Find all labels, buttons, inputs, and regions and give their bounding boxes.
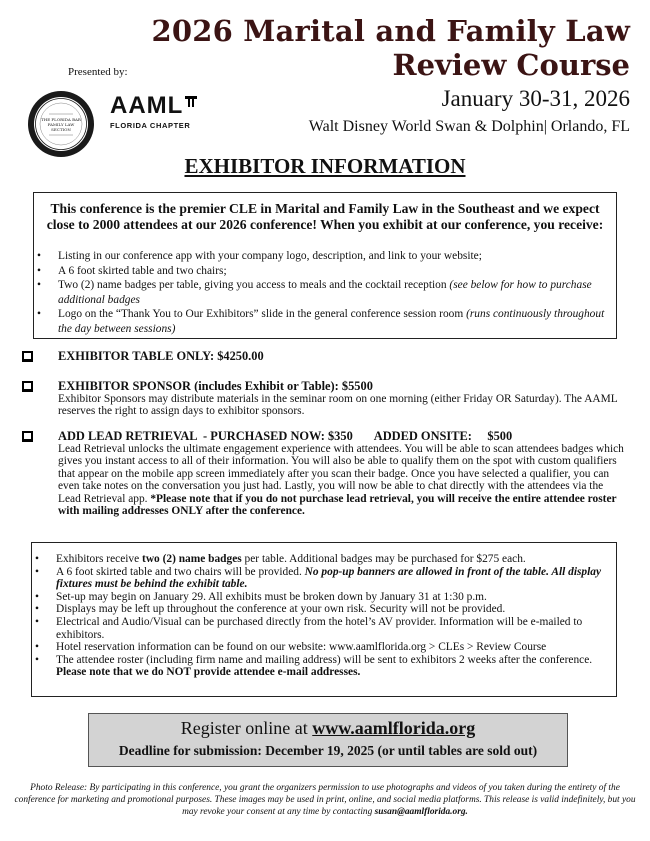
- benefits-list: [34, 249, 610, 336]
- register-box: [88, 713, 568, 767]
- contact-email-link[interactable]: susan@aamlflorida.org.: [374, 807, 468, 817]
- checkbox-sponsor[interactable]: [22, 381, 33, 392]
- register-line: Register online at www.aamlflorida.org: [180, 718, 476, 738]
- aaml-florida-chapter-logo: [110, 94, 197, 130]
- list-item: • Electrical and Audio/Visual can be purchased directly from the hotel’s AV provider. Information will be e-mailed to exhibitors.: [32, 616, 610, 641]
- list-item: • Displays may be left up throughout the conference at your own risk. Security will not be provided.: [32, 603, 610, 616]
- details-box: [31, 542, 617, 697]
- conference-title-line1: 2026 Marital and Family Law: [151, 14, 630, 48]
- svg-text:SECTION: SECTION: [51, 127, 71, 132]
- list-item: • A 6 foot skirted table and two chairs will be provided. No pop-up banners are allowed in front of the table. All display fixtures must be behind the exhibit table.: [32, 566, 610, 591]
- intro-box: [33, 192, 617, 339]
- aaml-chapter-text: FLORIDA CHAPTER: [110, 121, 191, 130]
- list-item: • Exhibitors receive two (2) name badges per table. Additional badges may be purchased for $275 each.: [32, 553, 610, 566]
- svg-text:FAMILY LAW: FAMILY LAW: [47, 122, 75, 127]
- list-item: • Logo on the “Thank You to Our Exhibitors” slide in the general conference session room (runs continuously throughout the day between sessions): [34, 307, 610, 336]
- aaml-logo-text: AAML: [110, 92, 184, 119]
- section-title: EXHIBITOR INFORMATION: [184, 154, 466, 178]
- conference-title-line2: Review Course: [392, 48, 630, 82]
- intro-text: This conference is the premier CLE in Marital and Family Law in the Southeast and we expect close to 2000 attendees at our 2026 conference! When you exhibit at our conference, you receive:: [46, 201, 604, 232]
- option-description: Exhibitor Sponsors may distribute materials in the seminar room on one morning (either Friday OR Saturday). The AAML reserves the right to assign days to exhibitor sponsors.: [58, 392, 618, 417]
- option-heading: EXHIBITOR TABLE ONLY: $4250.00: [58, 349, 264, 363]
- conference-dates: January 30-31, 2026: [441, 86, 630, 111]
- option-sponsor[interactable]: [22, 380, 628, 418]
- florida-bar-family-law-seal-logo: [27, 90, 95, 158]
- list-item: • Set-up may begin on January 29. All exhibits must be broken down by January 31 at 1:30 p.m.: [32, 591, 610, 604]
- list-item: • Listing in our conference app with your company logo, description, and link to your website;: [34, 249, 610, 264]
- checkbox-table-only[interactable]: [22, 351, 33, 362]
- deadline-text: Deadline for submission: December 19, 2025 (or until tables are sold out): [118, 743, 538, 758]
- list-item: • A 6 foot skirted table and two chairs;: [34, 264, 610, 279]
- conference-venue: Walt Disney World Swan & Dolphin| Orlando, FL: [308, 118, 630, 135]
- option-table-only[interactable]: [22, 350, 628, 363]
- photo-release-text: Photo Release: By participating in this conference, you grant the organizers permission to use photographs and videos of you taken during the entirety of the conference for marketing and promotional purposes. These images may be used in print, online, and social media platforms. This release is valid indefinitely, but you may revoke your consent at any time by contacting susan@aamlflorida.org.: [14, 783, 636, 817]
- checkbox-lead-retrieval[interactable]: [22, 431, 33, 442]
- option-heading: EXHIBITOR SPONSOR (includes Exhibit or Table): $5500: [58, 379, 373, 393]
- presented-by-label: Presented by:: [68, 66, 128, 78]
- list-item: • The attendee roster (including firm name and mailing address) will be sent to exhibitors 2 weeks after the conference. Please note that we do NOT provide attendee e-mail addresses.: [32, 654, 610, 679]
- register-link[interactable]: www.aamlflorida.org: [312, 718, 476, 738]
- option-lead-retrieval[interactable]: [22, 430, 628, 518]
- list-item: • Hotel reservation information can be found on our website: www.aamlflorida.org > CLEs > Review Course: [32, 641, 610, 654]
- details-list: [32, 553, 610, 679]
- option-description: Lead Retrieval unlocks the ultimate engagement experience with attendees. You will be able to scan attendees badges which gives you instant access to all of their information. You will also be able to qualify them on the spot with custom qualifiers that appear on the mobile app screen immediately after you scan their badge. Once you have selected a qualifier, you can even take notes on the conversation you just had. Lastly, you will now be able to chat directly with the attendees via the Lead Retrieval app. *Please note that if you do not purchase lead retrieval, you will receive the entire attendee roster with mailing addresses ONLY after the conference.: [58, 442, 624, 517]
- svg-text:THE FLORIDA BAR: THE FLORIDA BAR: [41, 117, 81, 122]
- list-item: • Two (2) name badges per table, giving you access to meals and the cocktail reception (see below for how to purchase additional badges: [34, 278, 610, 307]
- option-heading: ADD LEAD RETRIEVAL - PURCHASED NOW: $350 ADDED ONSITE: $500: [58, 429, 513, 443]
